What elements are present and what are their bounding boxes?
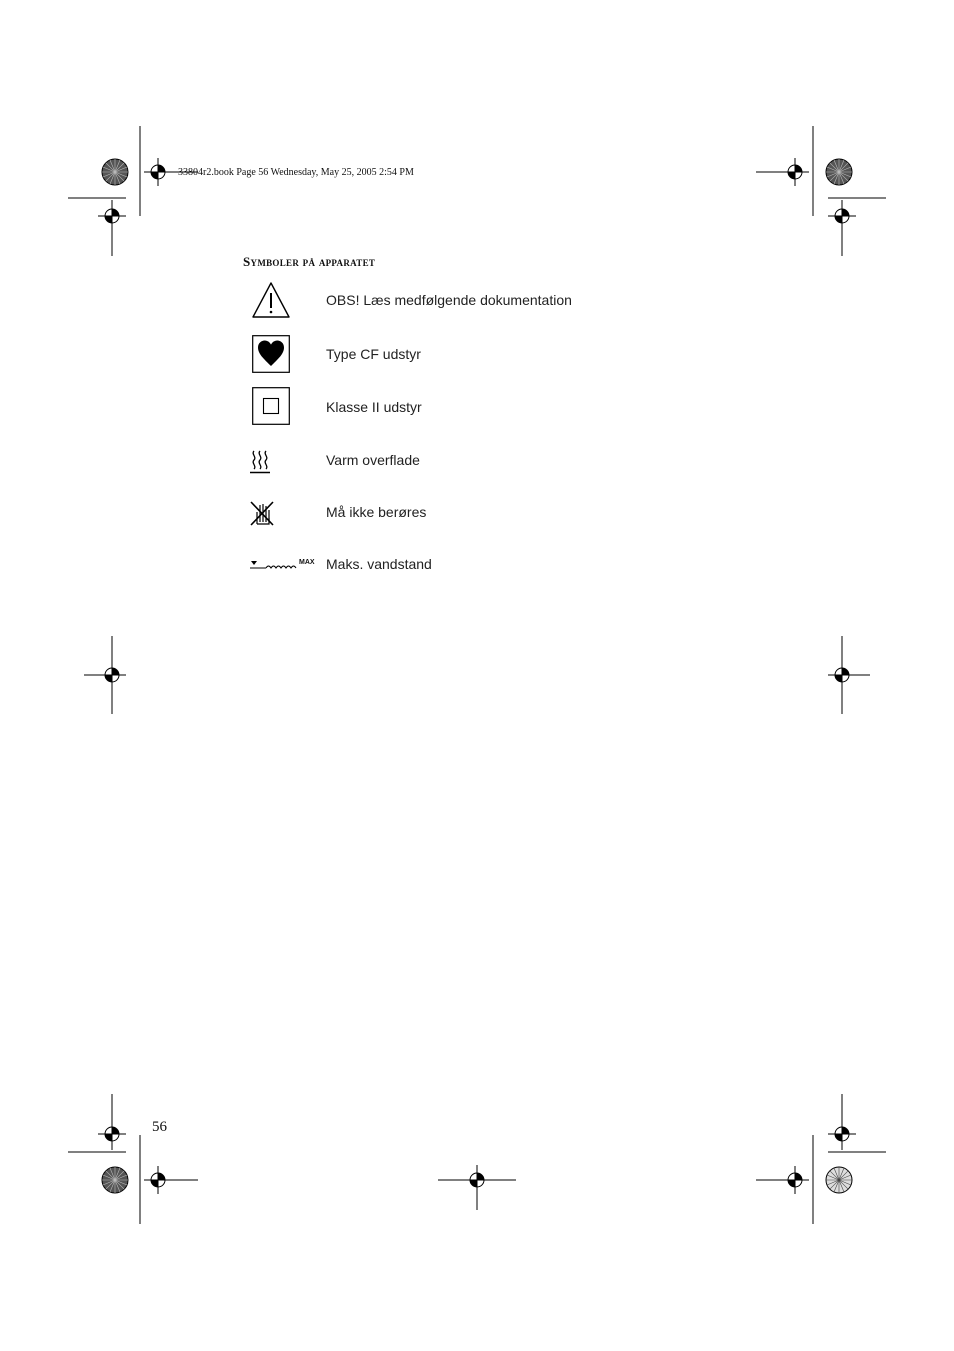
- section-title: Symboler på apparatet: [243, 254, 376, 269]
- warning-triangle-icon: [251, 281, 291, 319]
- print-header: 33804r2.book Page 56 Wednesday, May 25, 2005 2:54 PM: [178, 167, 414, 178]
- double-square-icon: [252, 387, 290, 425]
- do-not-touch-icon: [249, 500, 275, 527]
- page-number: 56: [152, 1119, 167, 1135]
- symbol-label-maa-ikke-beroeres: Må ikke berøres: [326, 504, 427, 520]
- symbol-label-maks-vandstand: Maks. vandstand: [326, 556, 432, 572]
- max-water-level-icon: [249, 559, 319, 573]
- hot-surface-icon: [249, 449, 271, 475]
- symbol-label-klasse-ii: Klasse II udstyr: [326, 399, 422, 415]
- max-level-text: MAX: [299, 559, 315, 566]
- heart-box-icon: [252, 335, 290, 373]
- symbol-label-obs: OBS! Læs medfølgende dokumentation: [326, 292, 572, 308]
- symbol-label-varm-overflade: Varm overflade: [326, 452, 420, 468]
- symbol-label-type-cf: Type CF udstyr: [326, 346, 421, 362]
